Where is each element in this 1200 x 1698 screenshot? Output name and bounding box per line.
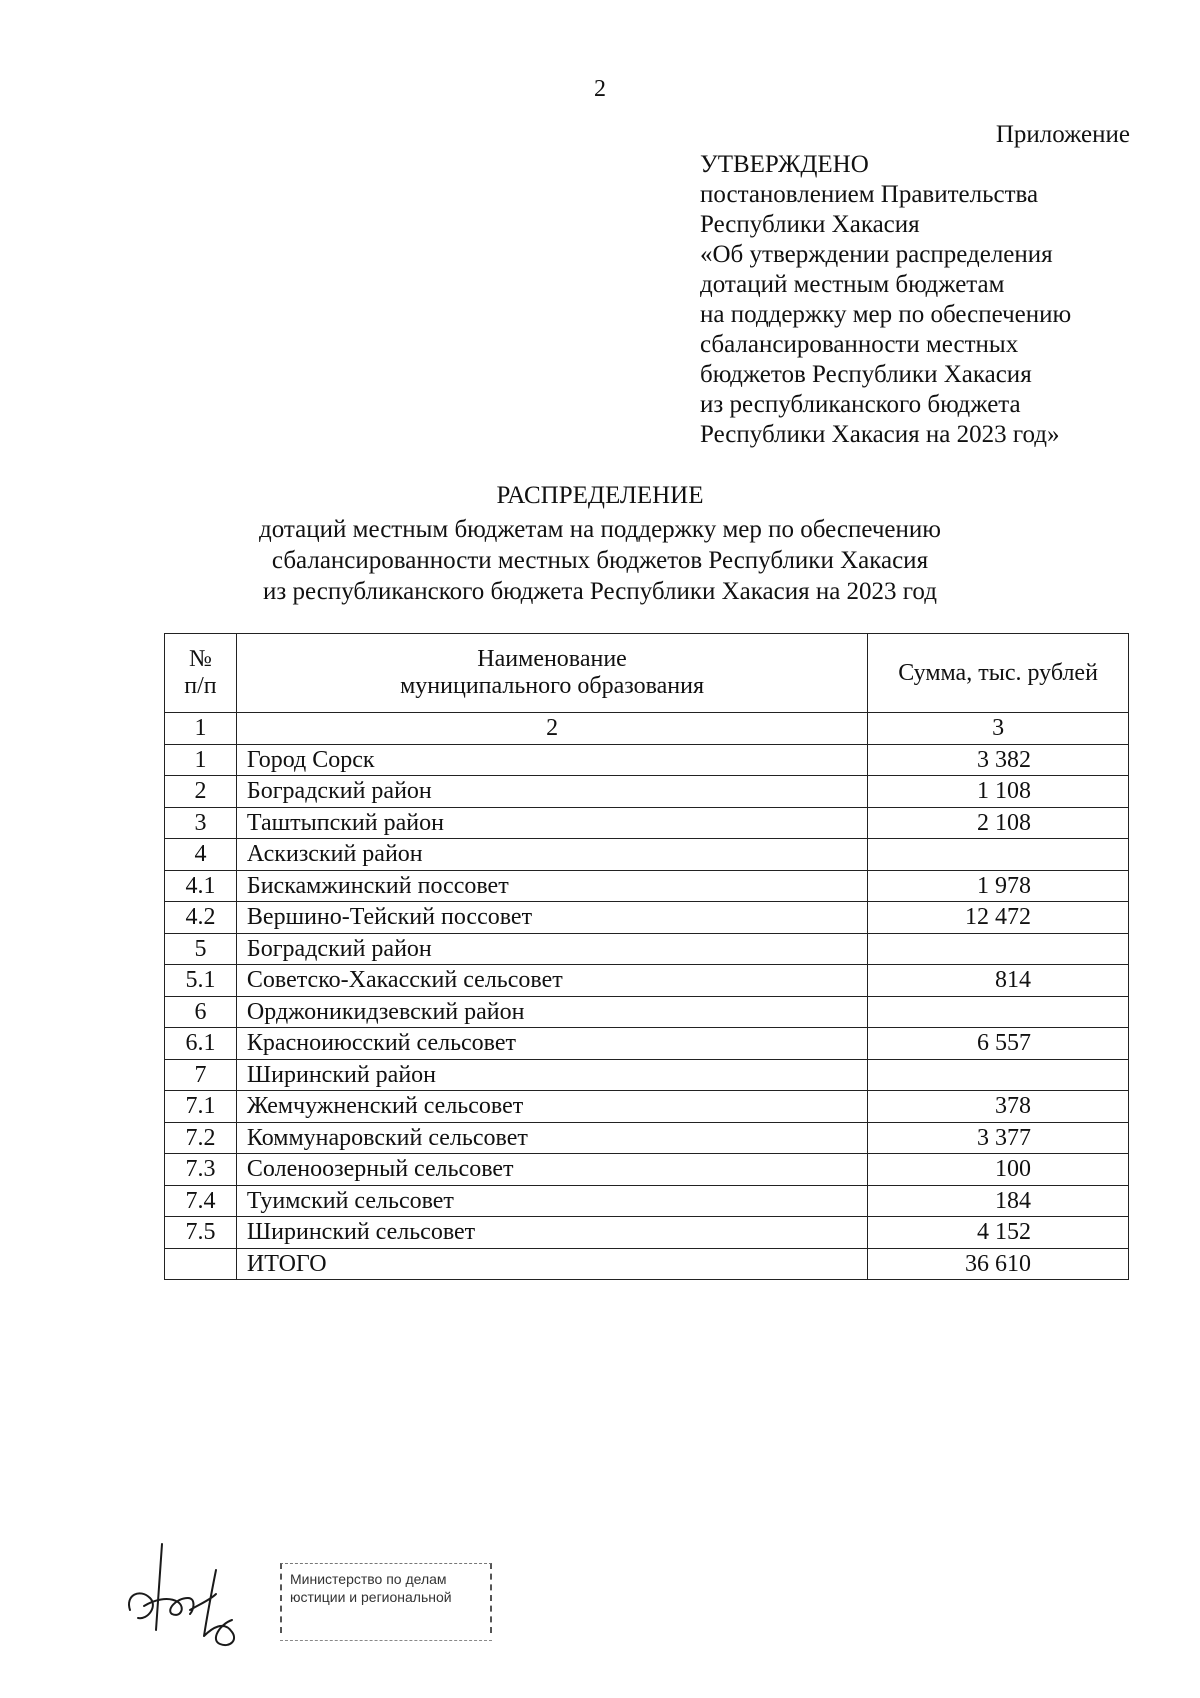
subsidy-amount: 814 [868,965,1129,997]
subsidy-amount: 6 557 [868,1028,1129,1060]
table-row [165,996,1129,1028]
table-row [165,807,1129,839]
header-num-line2: п/п [184,673,217,699]
table-row [165,902,1129,934]
municipality-name: Туимский сельсовет [236,1185,867,1217]
row-number: 7.5 [165,1217,237,1249]
municipality-name: Боградский район [236,933,867,965]
municipality-name: Вершино-Тейский поссовет [236,902,867,934]
appendix-label: Приложение [995,121,1130,148]
municipality-name: Советско-Хакасский сельсовет [236,965,867,997]
header-num [165,634,237,713]
column-index: 3 [868,713,1129,745]
subsidy-amount [868,933,1129,965]
distribution-table [164,633,1129,1280]
subsidy-amount: 2 108 [868,807,1129,839]
total-row [165,1248,1129,1280]
subsidy-amount: 1 978 [868,870,1129,902]
document-title: РАСПРЕДЕЛЕНИЕ [496,482,704,509]
page-number: 2 [594,76,606,102]
subsidy-amount [868,996,1129,1028]
subsidy-amount: 4 152 [868,1217,1129,1249]
municipality-name: Аскизский район [236,839,867,871]
table-header-row [165,634,1129,713]
municipality-name: Боградский район [236,776,867,808]
column-index: 2 [236,713,867,745]
subsidy-amount: 3 382 [868,744,1129,776]
approval-line: на поддержку мер по обеспечению [700,301,1072,328]
subsidy-amount: 100 [868,1154,1129,1186]
table-row [165,1154,1129,1186]
table-row [165,839,1129,871]
municipality-name: Бискамжинский поссовет [236,870,867,902]
municipality-name: Ширинский район [236,1059,867,1091]
row-number: 5.1 [165,965,237,997]
subsidy-amount [868,839,1129,871]
subtitle-line: из республиканского бюджета Республики Хакасия на 2023 год [263,578,937,605]
row-number: 5 [165,933,237,965]
row-number: 1 [165,744,237,776]
ministry-stamp [280,1563,492,1633]
approval-line: Республики Хакасия [700,211,920,238]
column-index-row [165,713,1129,745]
municipality-name: Таштыпский район [236,807,867,839]
row-number: 6 [165,996,237,1028]
table-row [165,1059,1129,1091]
header-name-line2: муниципального образования [400,673,704,699]
row-number: 3 [165,807,237,839]
table-row [165,744,1129,776]
municipality-name: Ширинский сельсовет [236,1217,867,1249]
row-number: 4 [165,839,237,871]
table-row [165,1028,1129,1060]
row-number: 7 [165,1059,237,1091]
municipality-name: Красноиюсский сельсовет [236,1028,867,1060]
approval-line: «Об утверждении распределения [700,241,1053,268]
subsidy-amount: 36 610 [868,1248,1129,1280]
subsidy-amount: 184 [868,1185,1129,1217]
approval-block [700,150,1160,450]
column-index: 1 [165,713,237,745]
signature [120,1540,250,1650]
row-number: 7.2 [165,1122,237,1154]
subsidy-amount: 3 377 [868,1122,1129,1154]
row-number: 4.1 [165,870,237,902]
table-row [165,1217,1129,1249]
approval-line: сбалансированности местных [700,331,1019,358]
stamp-divider [280,1640,492,1641]
header-name [236,634,867,713]
row-number: 6.1 [165,1028,237,1060]
stamp-line: Министерство по делам [290,1571,447,1587]
header-num-line1: № [189,646,212,672]
table-row [165,1185,1129,1217]
row-number: 7.3 [165,1154,237,1186]
municipality-name: Коммунаровский сельсовет [236,1122,867,1154]
subsidy-amount: 12 472 [868,902,1129,934]
municipality-name: Город Сорск [236,744,867,776]
approval-heading: УТВЕРЖДЕНО [700,151,869,178]
row-number: 7.4 [165,1185,237,1217]
approval-line: из республиканского бюджета [700,391,1021,418]
table-row [165,933,1129,965]
row-number: 2 [165,776,237,808]
approval-line: дотаций местным бюджетам [700,271,1005,298]
municipality-name: Жемчужненский сельсовет [236,1091,867,1123]
subsidy-amount: 1 108 [868,776,1129,808]
header-sum: Сумма, тыс. рублей [868,634,1129,713]
subsidy-amount [868,1059,1129,1091]
approval-line: Республики Хакасия на 2023 год» [700,421,1060,448]
stamp-line: юстиции и региональной [290,1589,452,1605]
approval-line: постановлением Правительства [700,181,1039,208]
table-row [165,1091,1129,1123]
municipality-name: ИТОГО [236,1248,867,1280]
header-name-line1: Наименование [477,646,627,672]
subtitle-line: сбалансированности местных бюджетов Республики Хакасия [271,547,929,574]
document-subtitle [0,514,1200,607]
municipality-name: Орджоникидзевский район [236,996,867,1028]
subtitle-line: дотаций местным бюджетам на поддержку мер по обеспечению [259,516,941,543]
table-row [165,1122,1129,1154]
row-number: 7.1 [165,1091,237,1123]
table-row [165,776,1129,808]
municipality-name: Соленоозерный сельсовет [236,1154,867,1186]
table-row [165,965,1129,997]
table-row [165,870,1129,902]
approval-line: бюджетов Республики Хакасия [700,361,1032,388]
row-number: 4.2 [165,902,237,934]
subsidy-amount: 378 [868,1091,1129,1123]
row-number [165,1248,237,1280]
